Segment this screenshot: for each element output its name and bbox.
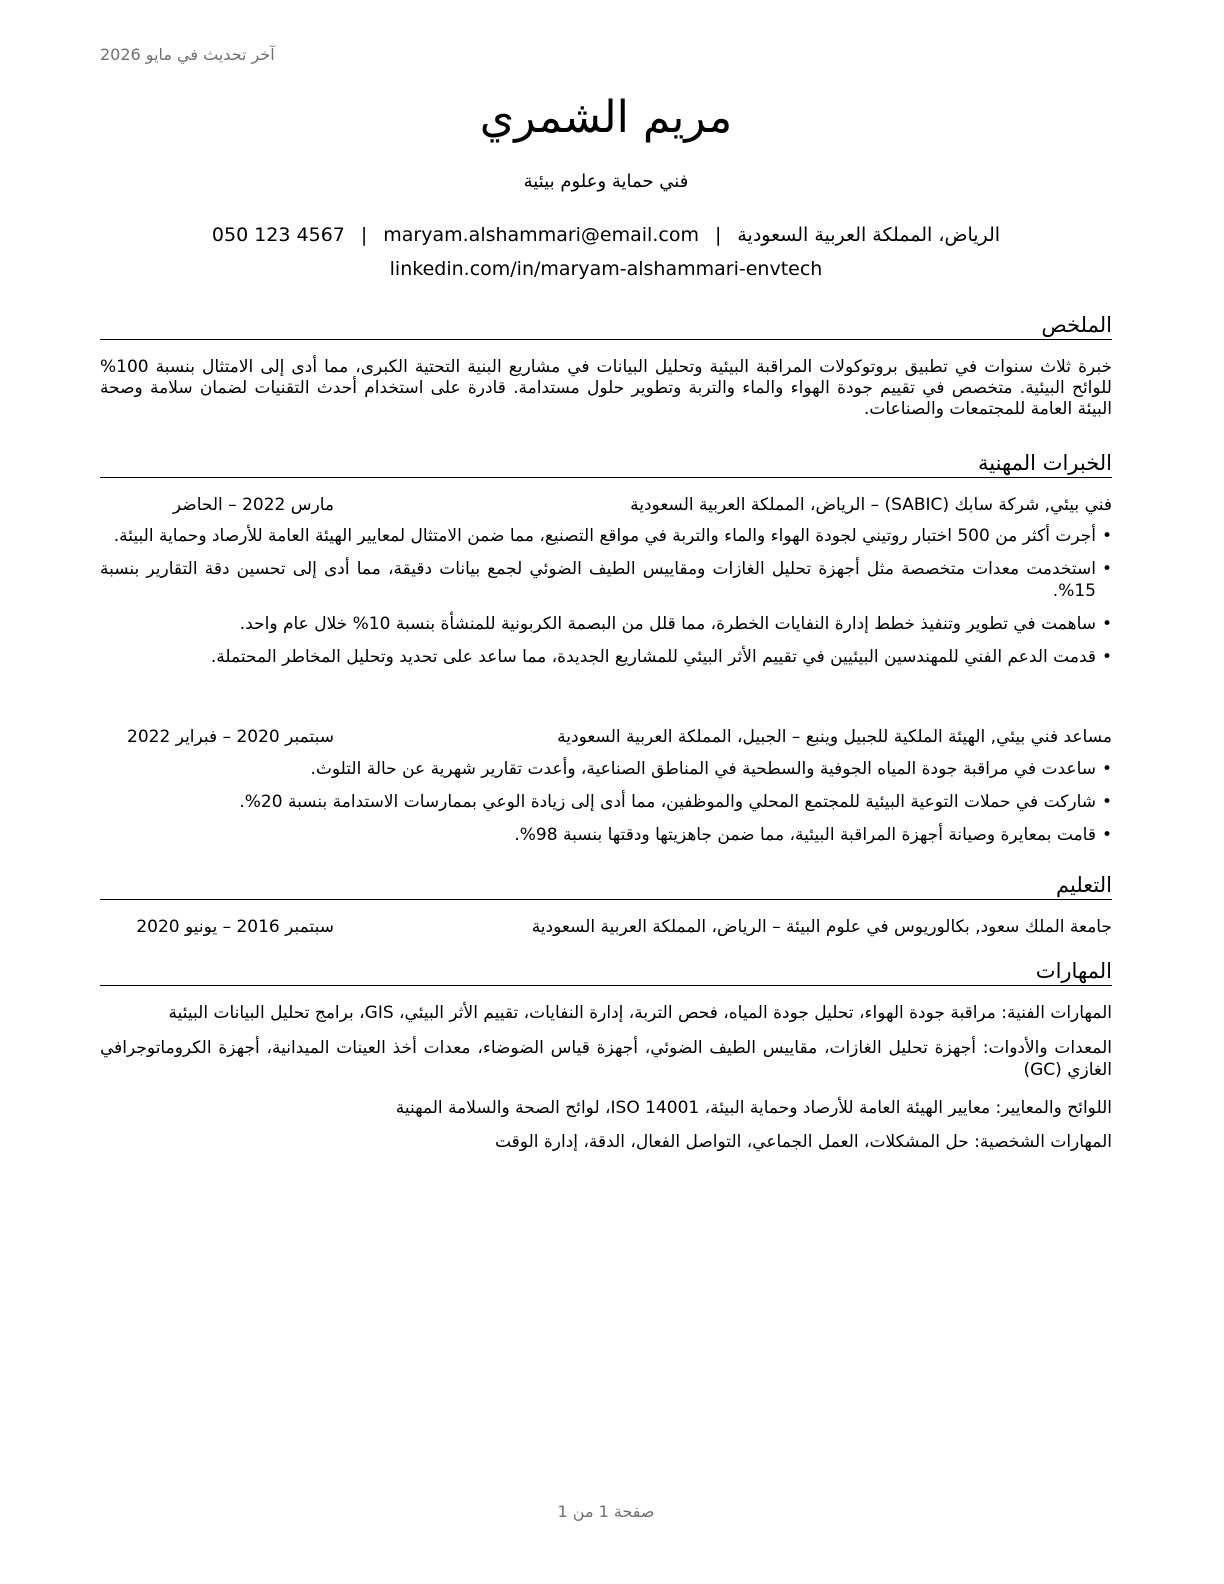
job-bullets <box>100 758 1112 857</box>
job-title: فني بيئي, شركة سابك (SABIC) – الرياض، المملكة العربية السعودية <box>630 495 1112 515</box>
contact-phone: 050 123 4567 <box>211 224 345 246</box>
page-number: صفحة 1 من 1 <box>557 1502 655 1521</box>
list-item: • قدمت الدعم الفني للمهندسين البيئيين في تقييم الأثر البيئي للمشاريع الجديدة، مما ساعد على تحديد وتحليل المخاطر المحتملة. <box>210 647 1112 667</box>
candidate-headline: فني حماية وعلوم بيئية <box>523 171 689 192</box>
contact-line <box>100 223 1112 247</box>
job-header <box>100 494 1112 516</box>
contact-email[interactable]: maryam.alshammari@email.com <box>383 224 699 246</box>
job-bullets <box>100 525 1112 679</box>
skills-equipment: المعدات والأدوات: أجهزة تحليل الغازات، مقاييس الطيف الضوئي، أجهزة قياس الضوضاء، معدات أخذ العينات الميدانية، أجهزة الكروماتوجرافي الغازي (GC) <box>100 1038 1112 1080</box>
section-title-summary: الملخص <box>100 311 1112 340</box>
education-entry <box>100 916 1112 938</box>
list-item: • أجرت أكثر من 500 اختبار روتيني لجودة الهواء والماء والتربة في مواقع التصنيع، مما ضمن الامتثال لمعايير الهيئة العامة للأرصاد وحماية البيئة. <box>113 526 1112 546</box>
education-degree: جامعة الملك سعود, بكالوريوس في علوم البيئة – الرياض، المملكة العربية السعودية <box>531 917 1112 937</box>
last-updated-note: آخر تحديث في مايو 2026 <box>100 45 275 64</box>
summary-text: خبرة ثلاث سنوات في تطبيق بروتوكولات المراقبة البيئية وتحليل البيانات في مشاريع البنية التحتية الكبرى، مما أدى إلى الامتثال بنسبة 100% للوائح البيئية. متخصص في تقييم جودة الهواء والماء والتربة وتطوير حلول مستدامة. قادرة على استخدام أحدث التقنيات لضمان سلامة وصحة البيئة العامة للمجتمعات والصناعات. <box>100 357 1112 419</box>
education-dates: سبتمبر 2016 – يونيو 2020 <box>136 917 334 937</box>
candidate-name: مريم الشمري <box>479 92 733 143</box>
list-item: • ساهمت في تطوير وتنفيذ خطط إدارة النفايات الخطرة، مما قلل من البصمة الكربونية للمنشأة بنسبة 10% خلال عام واحد. <box>239 614 1112 634</box>
job-title: مساعد فني بيئي, الهيئة الملكية للجبيل وينبع – الجبيل، المملكة العربية السعودية <box>557 727 1112 747</box>
job-dates: سبتمبر 2020 – فبراير 2022 <box>127 727 334 747</box>
list-item: • ساعدت في مراقبة جودة المياه الجوفية والسطحية في المناطق الصناعية، وأعدت تقارير شهرية عن حالة التلوث. <box>310 759 1112 779</box>
skills-technical: المهارات الفنية: مراقبة جودة الهواء، تحليل جودة المياه، فحص التربة، إدارة النفايات، تقييم الأثر البيئي، GIS، برامج تحليل البيانات البيئية <box>168 1003 1112 1023</box>
skills-regulations: اللوائح والمعايير: معايير الهيئة العامة للأرصاد وحماية البيئة، ISO 14001، لوائح الصحة والسلامة المهنية <box>395 1098 1112 1118</box>
section-title-skills: المهارات <box>100 957 1112 986</box>
section-title-education: التعليم <box>100 871 1112 900</box>
contact-separator: | <box>714 224 722 246</box>
job-header <box>100 726 1112 748</box>
list-item: • شاركت في حملات التوعية البيئية للمجتمع المحلي والموظفين، مما أدى إلى زيادة الوعي بممارسات الاستدامة بنسبة 20%. <box>239 792 1112 812</box>
contact-separator: | <box>360 224 368 246</box>
contact-location: الرياض، المملكة العربية السعودية <box>737 224 1001 246</box>
resume-page <box>100 0 1112 1584</box>
list-item: • قامت بمعايرة وصيانة أجهزة المراقبة البيئية، مما ضمن جاهزيتها ودقتها بنسبة 98%. <box>514 825 1112 845</box>
list-item: • استخدمت معدات متخصصة مثل أجهزة تحليل الغازات ومقاييس الطيف الضوئي لجمع بيانات دقيقة، مما أدى إلى تحسين دقة التقارير بنسبة 15%. <box>100 559 1112 601</box>
contact-linkedin[interactable]: linkedin.com/in/maryam-alshammari-envtech <box>389 258 823 280</box>
job-dates: مارس 2022 – الحاضر <box>172 495 334 515</box>
section-title-experience: الخبرات المهنية <box>100 449 1112 478</box>
skills-soft: المهارات الشخصية: حل المشكلات، العمل الجماعي، التواصل الفعال، الدقة، إدارة الوقت <box>494 1132 1112 1152</box>
